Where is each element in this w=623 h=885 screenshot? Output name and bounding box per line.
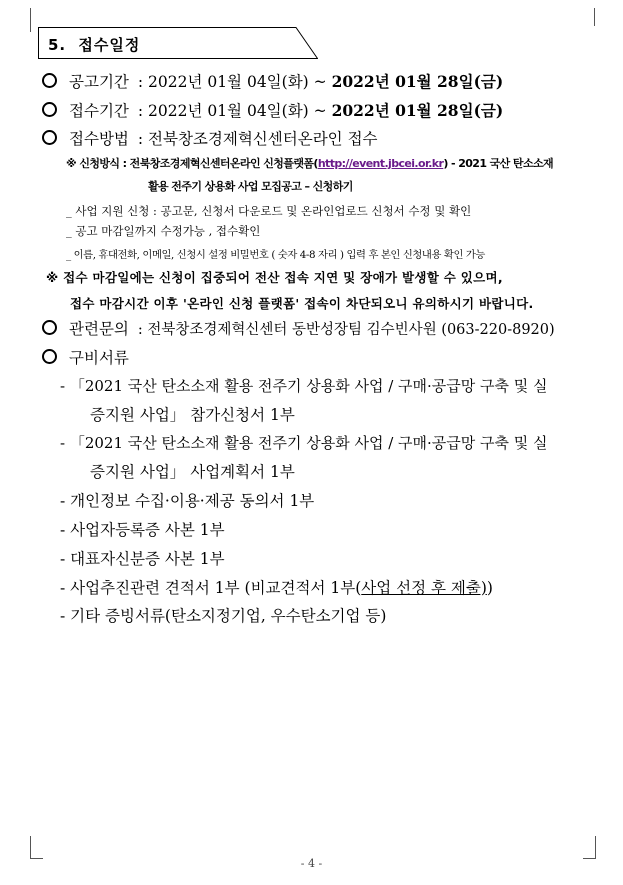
section-title (48, 34, 140, 55)
receipt-period-label: 접수기간 (69, 102, 129, 120)
method-step-edit: _ 공고 마감일까지 수정가능 , 접수확인 (66, 224, 261, 238)
document-item-6 (60, 576, 493, 598)
document-item-6-suffix: ) (486, 579, 493, 597)
circle-bullet-icon (42, 73, 57, 88)
crop-mark-bottom-left (30, 836, 43, 859)
warning-line1: ※ 접수 마감일에는 신청이 집중되어 전산 접속 지연 및 장애가 발생할 수 있으며, (46, 270, 503, 285)
inquiry-label: 관련문의 (69, 320, 129, 338)
document-item-4: - 사업자등록증 사본 1부 (60, 521, 225, 539)
inquiry-row (42, 317, 555, 339)
method-step-apply: _ 사업 지원 신청 : 공고문, 신청서 다운로드 및 온라인업로드 신청서 수정 및 확인 (66, 204, 472, 218)
document-item-2-line1: - 「2021 국산 탄소소재 활용 전주기 상용화 사업 / 구매·공급망 구축 및 실 (60, 434, 548, 452)
documents-row (42, 346, 129, 368)
document-item-3: - 개인정보 수집·이용·제공 동의서 1부 (60, 492, 315, 510)
section-number: 5. (48, 36, 67, 54)
receipt-period-row (42, 99, 503, 121)
method-label: 접수방법 (69, 130, 129, 148)
crop-mark-top-left (30, 8, 31, 32)
application-platform-link[interactable]: http://event.jbcei.or.kr (317, 157, 444, 170)
documents-label: 구비서류 (69, 349, 129, 367)
method-value: : 전북창조경제혁신센터온라인 접수 (137, 130, 378, 148)
document-item-2-line2: 증지원 사업」 사업계획서 1부 (90, 463, 295, 481)
method-detail-suffix: ) - 2021 국산 탄소소재 (443, 157, 554, 170)
circle-bullet-icon (42, 102, 57, 117)
method-detail-prefix: ※ 신청방식 : 전북창조경제혁신센터온라인 신청플랫폼( (66, 157, 318, 170)
method-step-verify: _ 이름, 휴대전화, 이메일, 신청시 설정 비밀번호 ( 숫자 4-8 자리 ) 입력 후 본인 신청내용 확인 가능 (66, 249, 485, 261)
document-item-7: - 기타 증빙서류(탄소지정기업, 우수탄소기업 등) (60, 607, 387, 625)
method-detail-line1 (66, 155, 553, 171)
document-item-1-line2: 증지원 사업」 참가신청서 1부 (90, 406, 295, 424)
circle-bullet-icon (42, 320, 57, 335)
document-item-6-note: 사업 선정 후 제출) (361, 579, 487, 597)
notice-period-end: 2022년 01월 28일(금) (331, 72, 504, 91)
warning-line2: 접수 마감시간 이후 '온라인 신청 플랫폼' 접속이 차단되오니 유의하시기 바랍니다. (70, 296, 534, 311)
document-item-6-prefix: - 사업추진관련 견적서 1부 (비교견적서 1부( (60, 579, 362, 597)
page-number: - 4 - (300, 857, 323, 870)
crop-mark-top-right-line (594, 8, 595, 26)
notice-period-label: 공고기간 (69, 73, 129, 91)
circle-bullet-icon (42, 349, 57, 364)
circle-bullet-icon (42, 130, 57, 145)
notice-period-start: : 2022년 01월 04일(화) ~ (137, 73, 332, 91)
receipt-period-start: : 2022년 01월 04일(화) ~ (137, 102, 332, 120)
section-title-text: 접수일정 (78, 36, 141, 54)
inquiry-value: : 전북창조경제혁신센터 동반성장팀 김수빈사원 (063-220-8920) (137, 322, 555, 338)
method-detail-line2: 활용 전주기 상용화 사업 모집공고 – 신청하기 (148, 180, 353, 193)
crop-mark-top-right (580, 8, 595, 26)
document-item-5: - 대표자신분증 사본 1부 (60, 550, 225, 568)
receipt-period-end: 2022년 01월 28일(금) (331, 101, 504, 120)
document-item-1-line1: - 「2021 국산 탄소소재 활용 전주기 상용화 사업 / 구매·공급망 구축 및 실 (60, 377, 548, 395)
crop-mark-bottom-right (583, 836, 596, 859)
method-row (42, 127, 378, 149)
notice-period-row (42, 70, 503, 92)
